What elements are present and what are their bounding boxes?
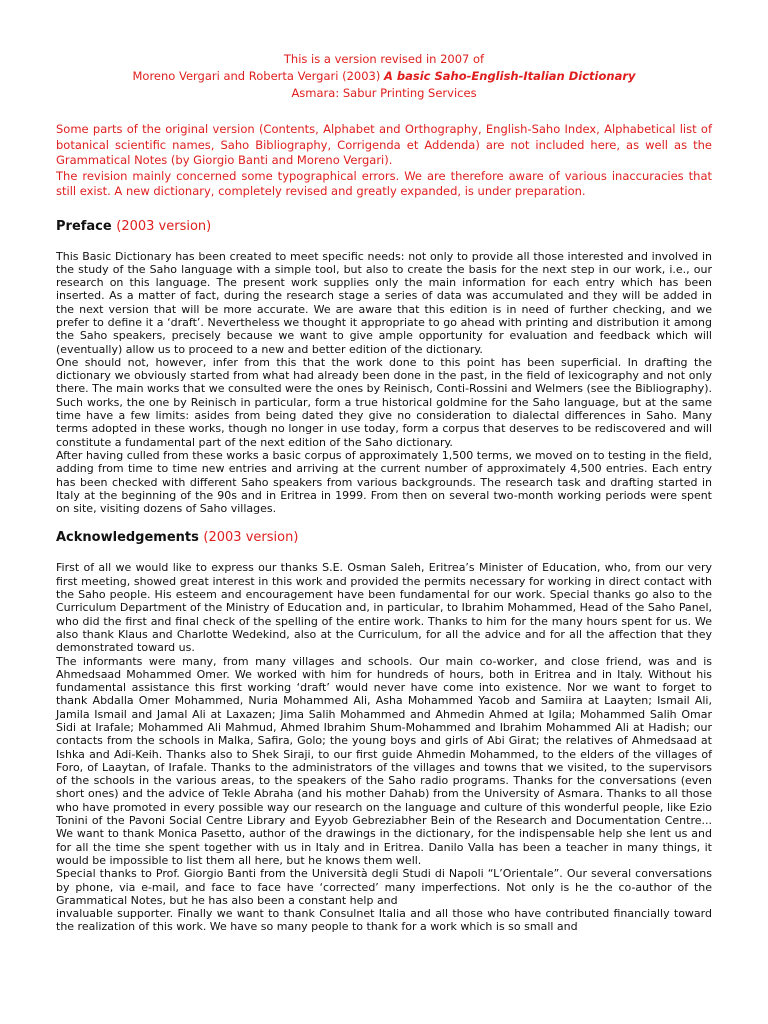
publisher-line: Asmara: Sabur Printing Services bbox=[291, 86, 477, 100]
preface-paragraph: One should not, however, infer from this that the work done to this point has been superficial. In drafting the dictionary we obviously started from what had already been done in the past, in the field of lexicography and not only there. The main works that we consulted were the ones by Reinisch, Conti-Rossini and Welmers (see the Bibliography). Such works, the one by Reinisch in particular, form a true historical goldmine for the Saho language, but at the same time have a few limits: asides from being dated they give no consideration to dialectal differences in Saho. Many terms adopted in these works, though no longer in use today, form a corpus that deserves to be rediscovered and will constitute a fundamental part of the next edition of the Saho dictionary. bbox=[56, 355, 712, 449]
preface-heading bbox=[56, 218, 712, 236]
intro-paragraph-2: The revision mainly concerned some typographical errors. We are therefore aware of various inaccuracies that still exist. A new dictionary, completely revised and greatly expanded, is under preparation. bbox=[56, 168, 712, 198]
citation-line bbox=[56, 68, 712, 85]
citation-title: A basic Saho-English-Italian Dictionary bbox=[384, 69, 636, 83]
citation-authors: Moreno Vergari and Roberta Vergari (2003) bbox=[132, 69, 381, 83]
preface-paragraph: This Basic Dictionary has been created to meet specific needs: not only to provide all those interested and involved in the study of the Saho language with a simple tool, but also to create the basis for the next step in our work, i.e., our research on this language. The present work supplies only the main information for each entry which has been inserted. As a matter of fact, during the research stage a series of data was accumulated and they will be added in the next version that will be more accurate. We are aware that this edition is in need of further checking, and we prefer to define it a ‘draft’. Nevertheless we thought it appropriate to go ahead with printing and distribution it among the Saho speakers, precisely because we want to give ample opportunity for evaluation and feedback which will (eventually) allow us to proceed to a new and better edition of the dictionary. bbox=[56, 249, 712, 356]
intro-paragraph-1: Some parts of the original version (Contents, Alphabet and Orthography, English-Saho Index, Alphabetical list of botanical scientific names, Saho Bibliography, Corrigenda et Addenda) are not included here, as well as the Grammatical Notes (by Giorgio Banti and Moreno Vergari). bbox=[56, 122, 712, 167]
acknowledgements-body bbox=[56, 561, 712, 933]
intro-note bbox=[56, 122, 712, 200]
preface-section bbox=[56, 218, 712, 516]
acknowledgements-heading bbox=[56, 529, 712, 547]
revision-note: This is a version revised in 2007 of bbox=[283, 52, 485, 66]
acknowledgements-version: (2003 version) bbox=[203, 530, 299, 546]
acknowledgements-title: Acknowledgements bbox=[56, 530, 199, 546]
preface-paragraph: After having culled from these works a basic corpus of approximately 1,500 terms, we moved on to testing in the field, adding from time to time new entries and arriving at the current number of approximately 4,500 entries. Each entry has been checked with different Saho speakers from various backgrounds. The research task and drafting started in Italy at the beginning of the 90s and in Eritrea in 1999. From then on several two-month working periods were spent on site, visiting dozens of Saho villages. bbox=[56, 448, 712, 516]
preface-title: Preface bbox=[56, 218, 112, 234]
revision-header bbox=[56, 0, 712, 102]
acknowledgements-paragraph: invaluable supporter. Finally we want to thank Consulnet Italia and all those who have contributed financially toward the realization of this work. We have so many people to thank for a work which is so small and bbox=[56, 907, 712, 934]
acknowledgements-paragraph: First of all we would like to express our thanks S.E. Osman Saleh, Eritrea’s Minister of Education, who, from our very first meeting, showed great interest in this work and provided the permits necessary for working in direct contact with the Saho people. His esteem and encouragement have been fundamental for our work. Special thanks go also to the Curriculum Department of the Ministry of Education and, in particular, to Ibrahim Mohammed, Head of the Saho Panel, who did the first and final check of the spelling of the entire work. Thanks to him for the many hours spent for us. We also thank Klaus and Charlotte Wedekind, also at the Curriculum, for all the advice and for all the affection that they demonstrated toward us. bbox=[56, 561, 712, 655]
acknowledgements-paragraph: The informants were many, from many villages and schools. Our main co-worker, and close friend, was and is Ahmedsaad Mohammed Omer. We worked with him for hundreds of hours, both in Eritrea and in Italy. Without his fundamental assistance this first working ‘draft’ would never have come into existence. Nor we want to forget to thank Abdalla Omer Mohammed, Nuria Mohammed Ali, Asha Mohammed Yacob and Samiira at Laayten; Ismail Ali, Jamila Ismail and Jamal Ali at Laxazen; Jima Salih Mohammed and Ahmedin Ahmed at Igila; Mohammed Salih Omar Sidi at Irafale; Mohammed Ali Mahmud, Ahmed Ibrahim Shum-Mohammed and Ibrahim Mohammed Ali at Hadish; our contacts from the schools in Malka, Safira, Golo; the young boys and girls of Abi Girat; the relatives of Ahmedsaad at Ishka and Adi-Keih. Thanks also to Shek Siraji, to our first guide Ahmedin Mohammed, to the elders of the villages of Foro, of Laaytan, of Irafale. Thanks to the administrators of the villages and towns that we visited, to the supervisors of the schools in the various areas, to the speakers of the Saho radio programs. Thanks for the conversations (even short ones) and the advice of Tekle Abraha (and his mother Dahab) from the University of Asmara. Thanks to all those who have promoted in every possible way our research on the language and culture of this wonderful people, like Ezio Tonini of the Pavoni Social Centre Library and Eyyob Gebreziabher Bein of the Research and Documentation Centre... We want to thank Monica Pasetto, author of the drawings in the dictionary, for the indispensable help she lent us and for all the time she spent together with us in Italy and in Eritrea. Danilo Valla has been a teacher in many things, it would be impossible to list them all here, but he knows them well. bbox=[56, 654, 712, 867]
preface-body bbox=[56, 250, 712, 516]
acknowledgements-section bbox=[56, 529, 712, 933]
acknowledgements-paragraph: Special thanks to Prof. Giorgio Banti from the Università degli Studi di Napoli “L’Orientale”. Our several conversations by phone, via e-mail, and face to face have ‘corrected’ many imperfections. Not only is he the co-author of the Grammatical Notes, but he has also been a constant help and bbox=[56, 867, 712, 907]
preface-version: (2003 version) bbox=[116, 218, 212, 234]
